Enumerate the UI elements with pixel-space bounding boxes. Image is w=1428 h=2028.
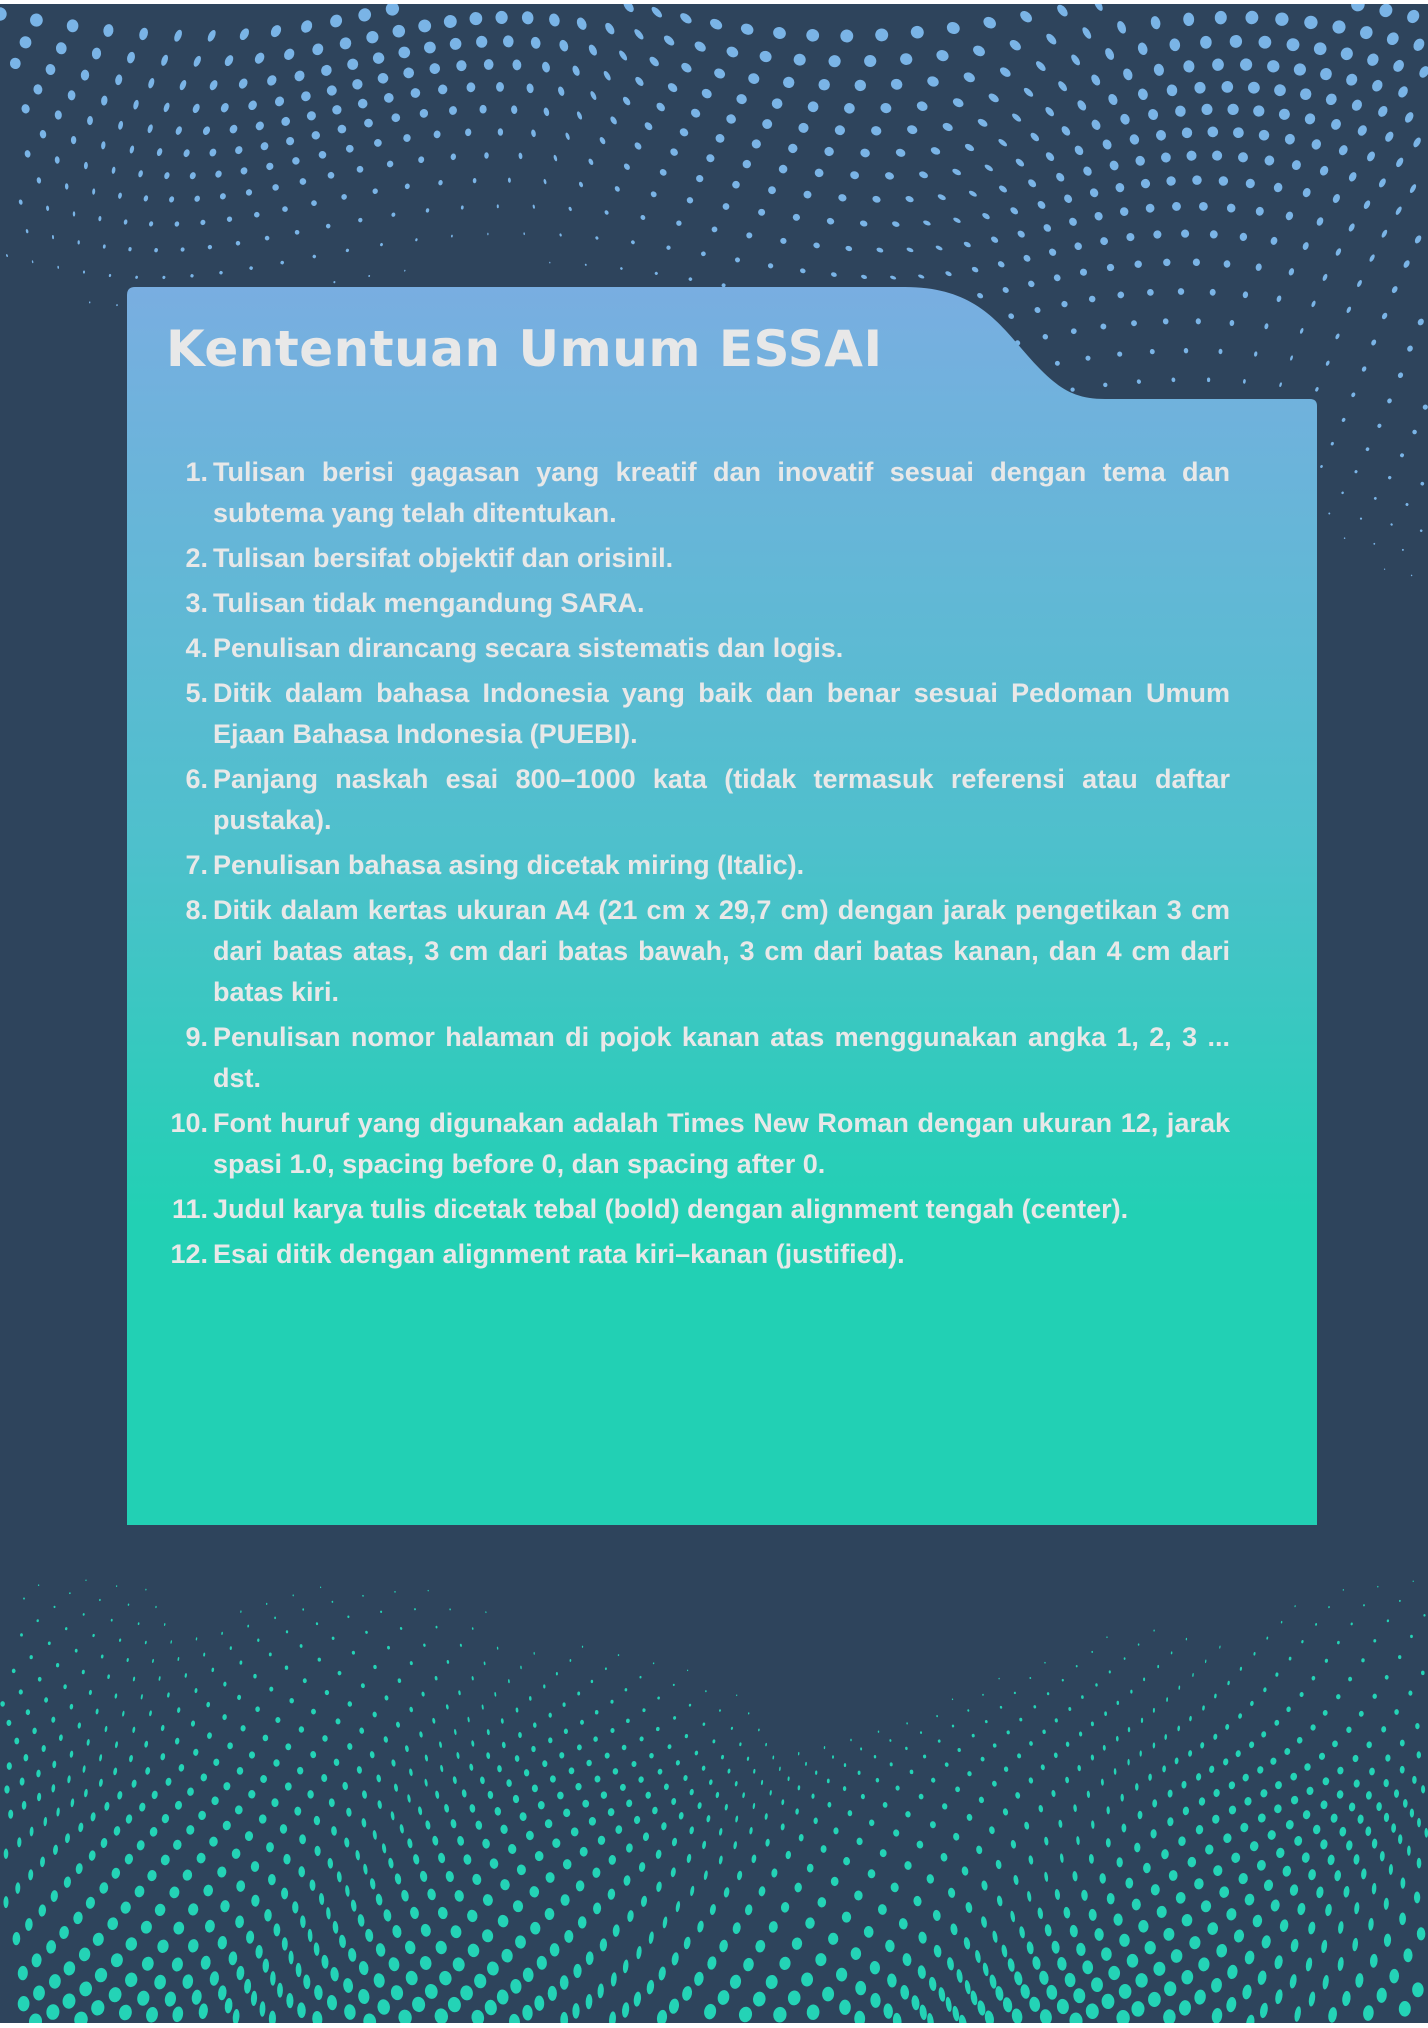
rule-number: 3. xyxy=(185,588,208,618)
rule-number: 8. xyxy=(185,895,208,925)
rule-text: Penulisan dirancang secara sistematis dan logis. xyxy=(213,633,844,663)
rule-text: Tulisan bersifat objektif dan orisinil. xyxy=(213,543,674,573)
rule-item xyxy=(160,845,1230,886)
rule-text: Esai ditik dengan alignment rata kiri–kanan (justified). xyxy=(213,1239,905,1269)
rule-number: 1. xyxy=(185,457,208,487)
rule-text: Penulisan nomor halaman di pojok kanan atas menggunakan angka 1, 2, 3 ... dst. xyxy=(213,1022,1230,1093)
rule-number: 12. xyxy=(170,1239,208,1269)
rule-number: 10. xyxy=(170,1108,208,1138)
rule-number: 2. xyxy=(185,543,208,573)
rule-text: Ditik dalam kertas ukuran A4 (21 cm x 29,7 cm) dengan jarak pengetikan 3 cm dari batas atas, 3 cm dari batas bawah, 3 cm dari batas kanan, dan 4 cm dari batas kiri. xyxy=(213,895,1230,1007)
rule-number: 7. xyxy=(185,850,208,880)
rule-text: Ditik dalam bahasa Indonesia yang baik dan benar sesuai Pedoman Umum Ejaan Bahasa Indonesia (PUEBI). xyxy=(213,678,1230,749)
rule-number: 11. xyxy=(171,1194,208,1224)
rule-text: Judul karya tulis dicetak tebal (bold) dengan alignment tengah (center). xyxy=(213,1194,1129,1224)
rule-text: Font huruf yang digunakan adalah Times New Roman dengan ukuran 12, jarak spasi 1.0, spacing before 0, dan spacing after 0. xyxy=(213,1108,1230,1179)
rule-number: 4. xyxy=(185,633,208,663)
rule-text: Tulisan tidak mengandung SARA. xyxy=(213,588,645,618)
rule-item xyxy=(160,538,1230,579)
rule-item xyxy=(160,583,1230,624)
rule-item xyxy=(160,628,1230,669)
rule-number: 9. xyxy=(185,1022,208,1052)
rule-number: 6. xyxy=(185,764,208,794)
rule-text: Tulisan berisi gagasan yang kreatif dan inovatif sesuai dengan tema dan subtema yang telah ditentukan. xyxy=(213,457,1230,528)
page-title: Kententuan Umum ESSAI xyxy=(166,320,883,378)
rule-item xyxy=(160,1017,1230,1099)
rule-number: 5. xyxy=(185,678,208,708)
rules-list xyxy=(160,452,1230,1279)
rule-text: Penulisan bahasa asing dicetak miring (Italic). xyxy=(213,850,805,880)
rule-item xyxy=(160,673,1230,755)
rule-text: Panjang naskah esai 800–1000 kata (tidak termasuk referensi atau daftar pustaka). xyxy=(213,764,1230,835)
rule-item xyxy=(160,759,1230,841)
rule-item xyxy=(160,890,1230,1013)
rule-item xyxy=(160,1189,1230,1230)
rule-item xyxy=(160,452,1230,534)
rule-item xyxy=(160,1103,1230,1185)
rule-item xyxy=(160,1234,1230,1275)
